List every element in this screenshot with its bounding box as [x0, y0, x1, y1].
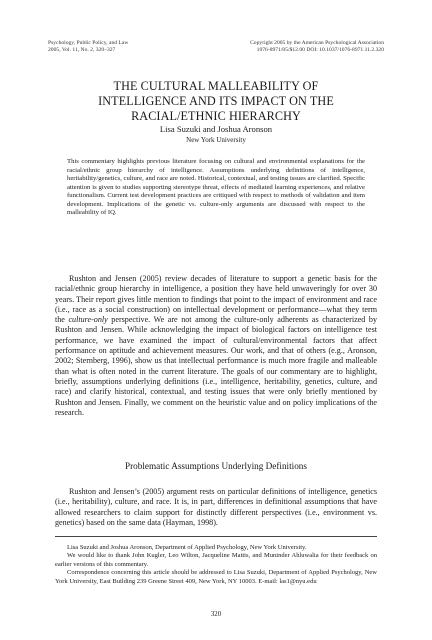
footnote-correspondence: Correspondence concerning this article should be addressed to Lisa Suzuki, Department of Applied Psychology, New York University, East Building 239 Greene Street 409, New York, NY 10003. E-mail: las1@nyu.edu [55, 569, 377, 585]
title-line-3: RACIAL/ETHNIC HIERARCHY [131, 109, 301, 124]
abstract: This commentary highlights previous literature focusing on cultural and environmental explanations for the racial/ethnic group hierarchy of intelligence. Assumptions underlying definitions of intelligence, heritability/genetics, culture, and race are noted. Historical, contextual, and testing issues are clarified. Specific attention is given to studies supporting stereotype threat, effects of mediated learning experiences, and relative functionalism. Current test development practices are critiqued with respect to methods of validation and item development. Implications of the genetic vs. culture-only arguments are discussed with respect to the malleability of IQ. [67, 158, 365, 216]
footnote-affiliation: Lisa Suzuki and Joshua Aronson, Department of Applied Psychology, New York University. [67, 544, 307, 551]
article-title [48, 79, 384, 124]
title-line-2: INTELLIGENCE AND ITS IMPACT ON THE [98, 94, 334, 109]
intro-text-start: Rushton and Jensen (2005) review decades of literature to support a genetic basis for the racial/ethnic group hierarchy in intelligence, a position they have held unwaveringly for over 30 years. Their report gives little mention to findings that point to the impact of environment and race (i.e., race as a social construction) on intellectual development or performance—what they term the [55, 274, 377, 325]
running-head [48, 40, 384, 54]
author-notes [55, 544, 377, 586]
intro-italic-term: culture-only [68, 315, 108, 325]
copyright-line: Copyright 2005 by the American Psychological Association [250, 40, 384, 46]
intro-text-end: perspective. We are not among the culture-only adherents as characterized by Rushton and Jensen. While acknowledging the impact of biological factors on intelligence test performance, we have examined the impact of cultural/environmental factors that affect performance on aptitude and achievement measures. Our work, and that of others (e.g., Aronson, 2002; Sternberg, 1996), show us that intellectual performance is much more fragile and malleable than what is often noted in the current literature. The goals of our commentary are to highlight, briefly, assumptions underlying definitions (i.e., intelligence, heritability, genetics, culture, and race) and clarify historical, contextual, and testing issues that were only briefly mentioned by Rushton and Jensen. Finally, we comment on the heuristic value and on policy implications of the research. [55, 315, 377, 417]
author-affiliation: New York University [186, 136, 246, 144]
running-head-left [48, 40, 128, 54]
journal-name: Psychology, Public Policy, and Law [48, 40, 129, 46]
running-head-right [250, 40, 384, 54]
author-names: Lisa Suzuki and Joshua Aronson [159, 124, 273, 134]
journal-volume: 2005, Vol. 11, No. 2, 320–327 [48, 47, 116, 53]
title-line-1: THE CULTURAL MALLEABILITY OF [113, 79, 319, 94]
section-paragraph: Rushton and Jensen’s (2005) argument rests on particular definitions of intelligence, genetics (i.e., heritability), culture, and race. It is, in part, differences in definitional assumptions that have allowed researchers to claim support for distinctly different perspectives (i.e., environment vs. genetics) based on the same data (Hayman, 1998). [55, 487, 377, 527]
doi-line: 1076-8971/05/$12.00 DOI: 10.1037/1076-8971.11.2.320 [256, 47, 384, 53]
section-heading: Problematic Assumptions Underlying Definitions [125, 461, 307, 471]
footnote-thanks: We would like to thank John Kugler, Leo Wilton, Jacqueline Mattis, and Muninder Ahluwalia for their feedback on earlier versions of this commentary. [55, 552, 377, 568]
footnote-divider [55, 536, 377, 537]
page-number: 320 [210, 611, 222, 618]
intro-paragraph [55, 274, 377, 418]
